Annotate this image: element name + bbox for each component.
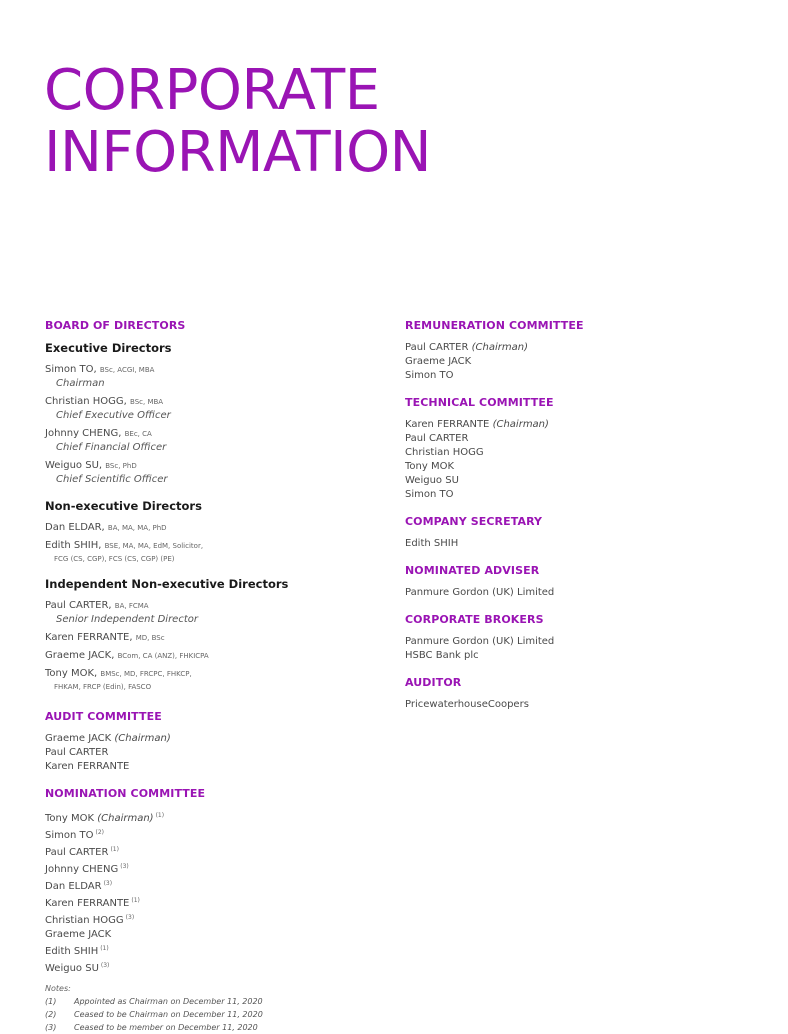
nomination-list	[45, 809, 375, 976]
chairman-tag: (Chairman)	[471, 342, 528, 353]
notes-list	[45, 995, 375, 1034]
brokers-heading: CORPORATE BROKERS	[405, 613, 544, 626]
director-role: Chairman	[56, 378, 105, 389]
footnote-marker: (3)	[100, 962, 110, 969]
member-line	[45, 826, 375, 843]
note-text: Appointed as Chairman on December 11, 2020	[74, 997, 263, 1006]
director-entry	[45, 395, 375, 423]
notes-heading: Notes:	[45, 984, 71, 993]
note-row	[45, 995, 375, 1008]
member-line	[45, 843, 375, 860]
director-name: Christian HOGG,	[45, 396, 127, 407]
member-line	[405, 369, 755, 383]
member-name: Paul CARTER	[45, 747, 109, 758]
nominated-adviser-heading: NOMINATED ADVISER	[405, 564, 540, 577]
member-line	[405, 446, 755, 460]
director-name: Johnny CHENG,	[45, 428, 122, 439]
member-line	[405, 474, 755, 488]
director-name: Graeme JACK,	[45, 650, 115, 661]
member-line	[45, 860, 375, 877]
member-line	[405, 341, 755, 355]
secretary-heading: COMPANY SECRETARY	[405, 515, 543, 528]
member-name: Graeme JACK	[45, 733, 112, 744]
director-line	[45, 599, 375, 613]
footnote-marker: (2)	[95, 829, 104, 836]
right-column	[405, 319, 755, 712]
footnote-marker: (1)	[110, 846, 119, 853]
member-line	[45, 959, 375, 976]
director-qualifications: BMSc, MD, FRCPC, FHKCP,	[100, 670, 192, 678]
entry-line: PricewaterhouseCoopers	[405, 699, 529, 710]
chairman-tag: (Chairman)	[97, 813, 154, 824]
member-name: Paul CARTER	[405, 342, 469, 353]
nominated-adviser-list	[405, 586, 755, 600]
director-qualifications: BA, FCMA	[114, 602, 149, 610]
entry-line: Edith SHIH	[405, 538, 459, 549]
brokers-list	[405, 635, 755, 663]
director-line	[45, 667, 375, 681]
member-name: Christian HOGG	[405, 447, 484, 458]
member-name: Dan ELDAR	[45, 881, 102, 892]
footnote-marker: (3)	[125, 914, 135, 921]
executive-list	[45, 363, 375, 487]
director-qualifications: BEc, CA	[124, 430, 152, 438]
member-line	[405, 432, 755, 446]
audit-list	[45, 732, 375, 774]
director-line	[45, 521, 375, 535]
member-line	[45, 746, 375, 760]
director-line	[45, 631, 375, 645]
member-name: Graeme JACK	[45, 929, 112, 940]
technical-heading: TECHNICAL COMMITTEE	[405, 396, 554, 409]
director-entry	[45, 363, 375, 391]
director-name: Tony MOK,	[45, 668, 98, 679]
executive-heading: Executive Directors	[45, 341, 172, 355]
director-entry	[45, 539, 375, 565]
director-line	[45, 459, 375, 473]
member-line	[45, 732, 375, 746]
technical-list	[405, 418, 755, 502]
director-line	[45, 363, 375, 377]
independent-list	[45, 599, 375, 693]
director-role: Chief Scientific Officer	[56, 474, 168, 485]
page-title	[44, 60, 431, 184]
member-name: Simon TO	[405, 489, 454, 500]
member-line	[45, 928, 375, 942]
member-name: Weiguo SU	[405, 475, 459, 486]
entry-line: HSBC Bank plc	[405, 650, 479, 661]
director-entry	[45, 459, 375, 487]
member-name: Weiguo SU	[45, 963, 99, 974]
note-number: (1)	[45, 997, 57, 1006]
non-executive-list	[45, 521, 375, 565]
member-name: Simon TO	[405, 370, 454, 381]
member-name: Johnny CHENG	[45, 864, 119, 875]
member-name: Tony MOK	[45, 813, 95, 824]
member-name: Karen FERRANTE	[45, 761, 130, 772]
director-name: Edith SHIH,	[45, 540, 102, 551]
member-line	[45, 809, 375, 826]
footnote-marker: (1)	[131, 897, 140, 904]
entry-line: Panmure Gordon (UK) Limited	[405, 587, 555, 598]
director-role: Senior Independent Director	[56, 614, 198, 625]
director-qualifications: BCom, CA (ANZ), FHKICPA	[117, 652, 209, 660]
director-line	[45, 427, 375, 441]
member-name: Graeme JACK	[405, 356, 472, 367]
chairman-tag: (Chairman)	[114, 733, 171, 744]
auditor-list	[405, 698, 755, 712]
note-number: (2)	[45, 1010, 57, 1019]
note-row	[45, 1008, 375, 1021]
note-text: Ceased to be Chairman on December 11, 2020	[74, 1010, 263, 1019]
entry-line: Panmure Gordon (UK) Limited	[405, 636, 555, 647]
member-name: Tony MOK	[405, 461, 455, 472]
director-name: Simon TO,	[45, 364, 97, 375]
member-name: Edith SHIH	[45, 946, 99, 957]
title-line: CORPORATE	[44, 58, 380, 123]
director-qualifications: BSE, MA, MA, EdM, Solicitor,	[104, 542, 204, 550]
member-name: Simon TO	[45, 830, 94, 841]
director-role: Chief Financial Officer	[56, 442, 167, 453]
member-name: Paul CARTER	[405, 433, 469, 444]
member-line	[45, 760, 375, 774]
director-entry	[45, 649, 375, 663]
member-name: Paul CARTER	[45, 847, 109, 858]
member-name: Karen FERRANTE	[405, 419, 490, 430]
remuneration-list	[405, 341, 755, 383]
auditor-heading: AUDITOR	[405, 676, 462, 689]
director-role: Chief Executive Officer	[56, 410, 171, 421]
member-line	[45, 911, 375, 928]
member-line	[405, 488, 755, 502]
director-qualifications: BSc, ACGI, MBA	[99, 366, 155, 374]
director-name: Karen FERRANTE,	[45, 632, 133, 643]
member-line	[405, 355, 755, 369]
note-row	[45, 1021, 375, 1034]
member-line	[45, 894, 375, 911]
independent-heading: Independent Non-executive Directors	[45, 577, 289, 591]
director-qualifications-cont: FCG (CS, CGP), FCS (CS, CGP) (PE)	[54, 555, 175, 563]
chairman-tag: (Chairman)	[492, 419, 549, 430]
remuneration-heading: REMUNERATION COMMITTEE	[405, 319, 584, 332]
director-qualifications-cont: FHKAM, FRCP (Edin), FASCO	[54, 683, 152, 691]
non-executive-heading: Non-executive Directors	[45, 499, 202, 513]
member-name: Christian HOGG	[45, 915, 124, 926]
footnote-marker: (3)	[120, 863, 129, 870]
director-entry	[45, 427, 375, 455]
director-qualifications: MD, BSc	[135, 634, 165, 642]
director-qualifications: BSc, PhD	[105, 462, 137, 470]
audit-heading: AUDIT COMMITTEE	[45, 710, 162, 723]
director-qualifications: BSc, MBA	[130, 398, 164, 406]
notes	[45, 982, 375, 1034]
note-number: (3)	[45, 1023, 57, 1032]
director-name: Paul CARTER,	[45, 600, 112, 611]
footnote-marker: (1)	[155, 812, 165, 819]
footnote-marker: (3)	[103, 880, 113, 887]
director-line	[45, 649, 375, 663]
member-line	[405, 460, 755, 474]
director-name: Dan ELDAR,	[45, 522, 105, 533]
nomination-heading: NOMINATION COMMITTEE	[45, 787, 206, 800]
footnote-marker: (1)	[100, 945, 109, 952]
director-entry	[45, 521, 375, 535]
director-entry	[45, 667, 375, 693]
director-name: Weiguo SU,	[45, 460, 103, 471]
member-name: Karen FERRANTE	[45, 898, 130, 909]
member-line	[45, 877, 375, 894]
secretary-list	[405, 537, 755, 551]
director-entry	[45, 599, 375, 627]
director-line	[45, 539, 375, 553]
director-qualifications: BA, MA, MA, PhD	[107, 524, 167, 532]
director-line	[45, 395, 375, 409]
board-heading: BOARD OF DIRECTORS	[45, 319, 186, 332]
note-text: Ceased to be member on December 11, 2020	[74, 1023, 258, 1032]
left-column	[45, 319, 375, 1034]
member-line	[405, 418, 755, 432]
title-line: INFORMATION	[44, 120, 432, 185]
director-entry	[45, 631, 375, 645]
member-line	[45, 942, 375, 959]
